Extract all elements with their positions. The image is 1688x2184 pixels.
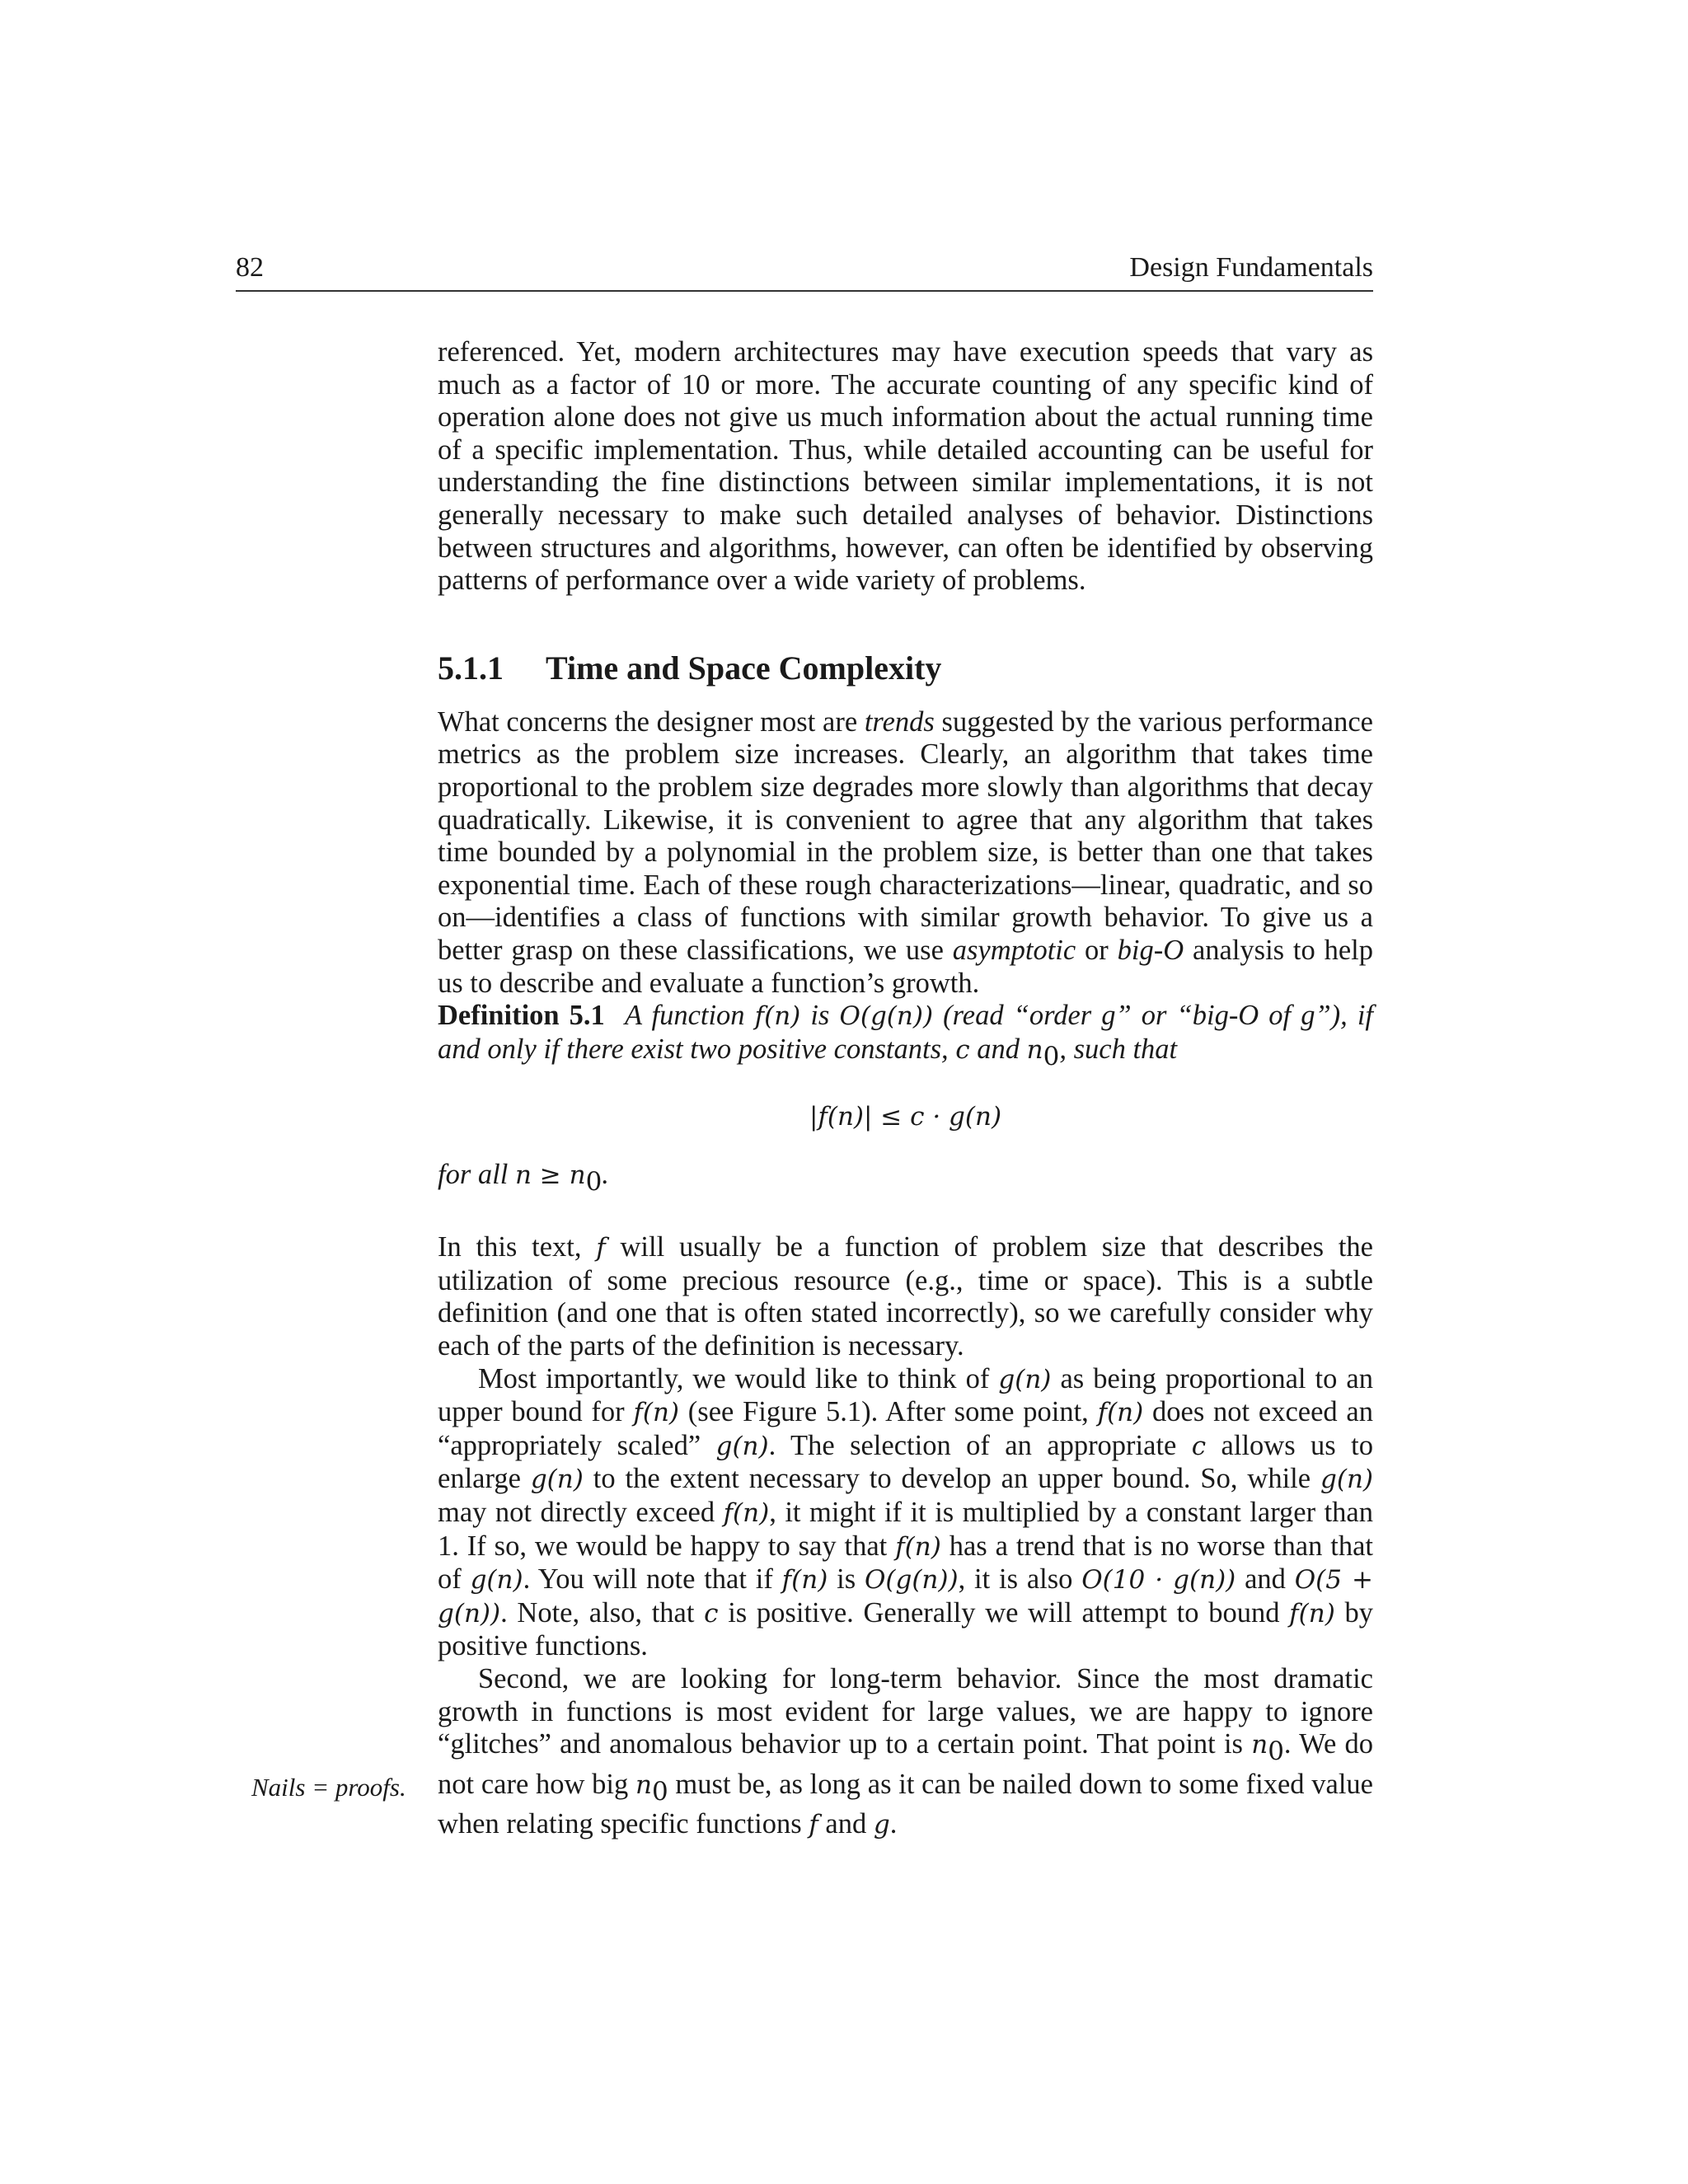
running-header [236,249,1373,292]
term-asymptotic: asymptotic [952,934,1076,966]
definition-5-1: Definition 5.1 A function f(n) is O(g(n)) (read “order g” or “big-O of g”), if and only if there exist two positive constants, c and $n_0$, such that [438,1000,1374,1071]
section-title: Time and Space Complexity [546,649,942,687]
section-number: 5.1.1 [438,649,504,687]
paragraph-intro: referenced. Yet, modern architectures may have execution speeds that vary as much as a factor of 10 or more. The accurate counting of any specific kind of operation alone does not give us much information about the actual running time of a specific implementation. Thus, while detailed accounting can be useful for understanding the fine distinctions between similar implementations, it is not generally necessary to make such detailed analyses of behavior. Distinctions between structures and algorithms, however, can often be identified by observing patterns of performance over a wide variety of problems. [438,336,1373,597]
paragraph-in-this-text: In this text, f will usually be a function of problem size that describes the utilization of some precious resource (e.g., time or space). This is a subtle definition (and one that is often stated incorrectly), so we carefully consider why each of the parts of the definition is necessary. [438,1231,1373,1362]
paragraph-most-importantly: Most importantly, we would like to think of g(n) as being proportional to an upper bound for f(n) (see Figure 5.1). After some point, f(n) does not exceed an “appropriately scaled” g(n). The selection of an appropriate c allows us to enlarge g(n) to the extent necessary to develop an upper bound. So, while g(n) may not directly exceed f(n), it might if it is multiplied by a constant larger than 1. If so, we would be happy to say that f(n) has a trend that is no worse than that of g(n). You will note that if f(n) is O(g(n)), it is also O(10 · g(n)) and O(5 + g(n)). Note, also, that c is positive. Generally we will attempt to bound f(n) by positive functions. [438,1362,1373,1662]
chapter-title: Design Fundamentals [1129,252,1373,283]
paragraph-second: Second, we are looking for long-term behavior. Since the most dramatic growth in functions is most evident for large values, we are happy to ignore “glitches” and anomalous behavior up to a certain point. That point is $n_0$. We do not care how big $n_0$ must be, as long as it can be nailed down to some fixed value when relating specific functions f and g. [438,1662,1373,1840]
term-big-o: big-O [1117,934,1184,966]
page-body [438,336,1373,1842]
section-heading [438,649,1373,688]
page-number: 82 [236,252,264,283]
definition-label: Definition 5.1 [438,1000,605,1032]
term-trends: trends [864,705,935,738]
definition-for-all: for all $n \ge n_0$. [438,1158,609,1197]
display-equation: |f(n)| ≤ c · g(n) [809,1102,1002,1132]
margin-note: Nails = proofs. [251,1773,406,1802]
paragraph-trends: What concerns the designer most are trends suggested by the various performance metrics as the problem size increases. Clearly, an algorithm that takes time proportional to the problem size degrades more slowly than algorithms that decay quadratically. Likewise, it is convenient to agree that any algorithm that takes time bounded by a polynomial in the problem size, is better than one that takes exponential time. Each of these rough characterizations—linear, quadratic, and so on—identifies a class of functions with similar growth behavior. To give us a better grasp on these classifications, we use asymptotic or big-O analysis to help us to describe and evaluate a function’s growth. [438,705,1373,999]
